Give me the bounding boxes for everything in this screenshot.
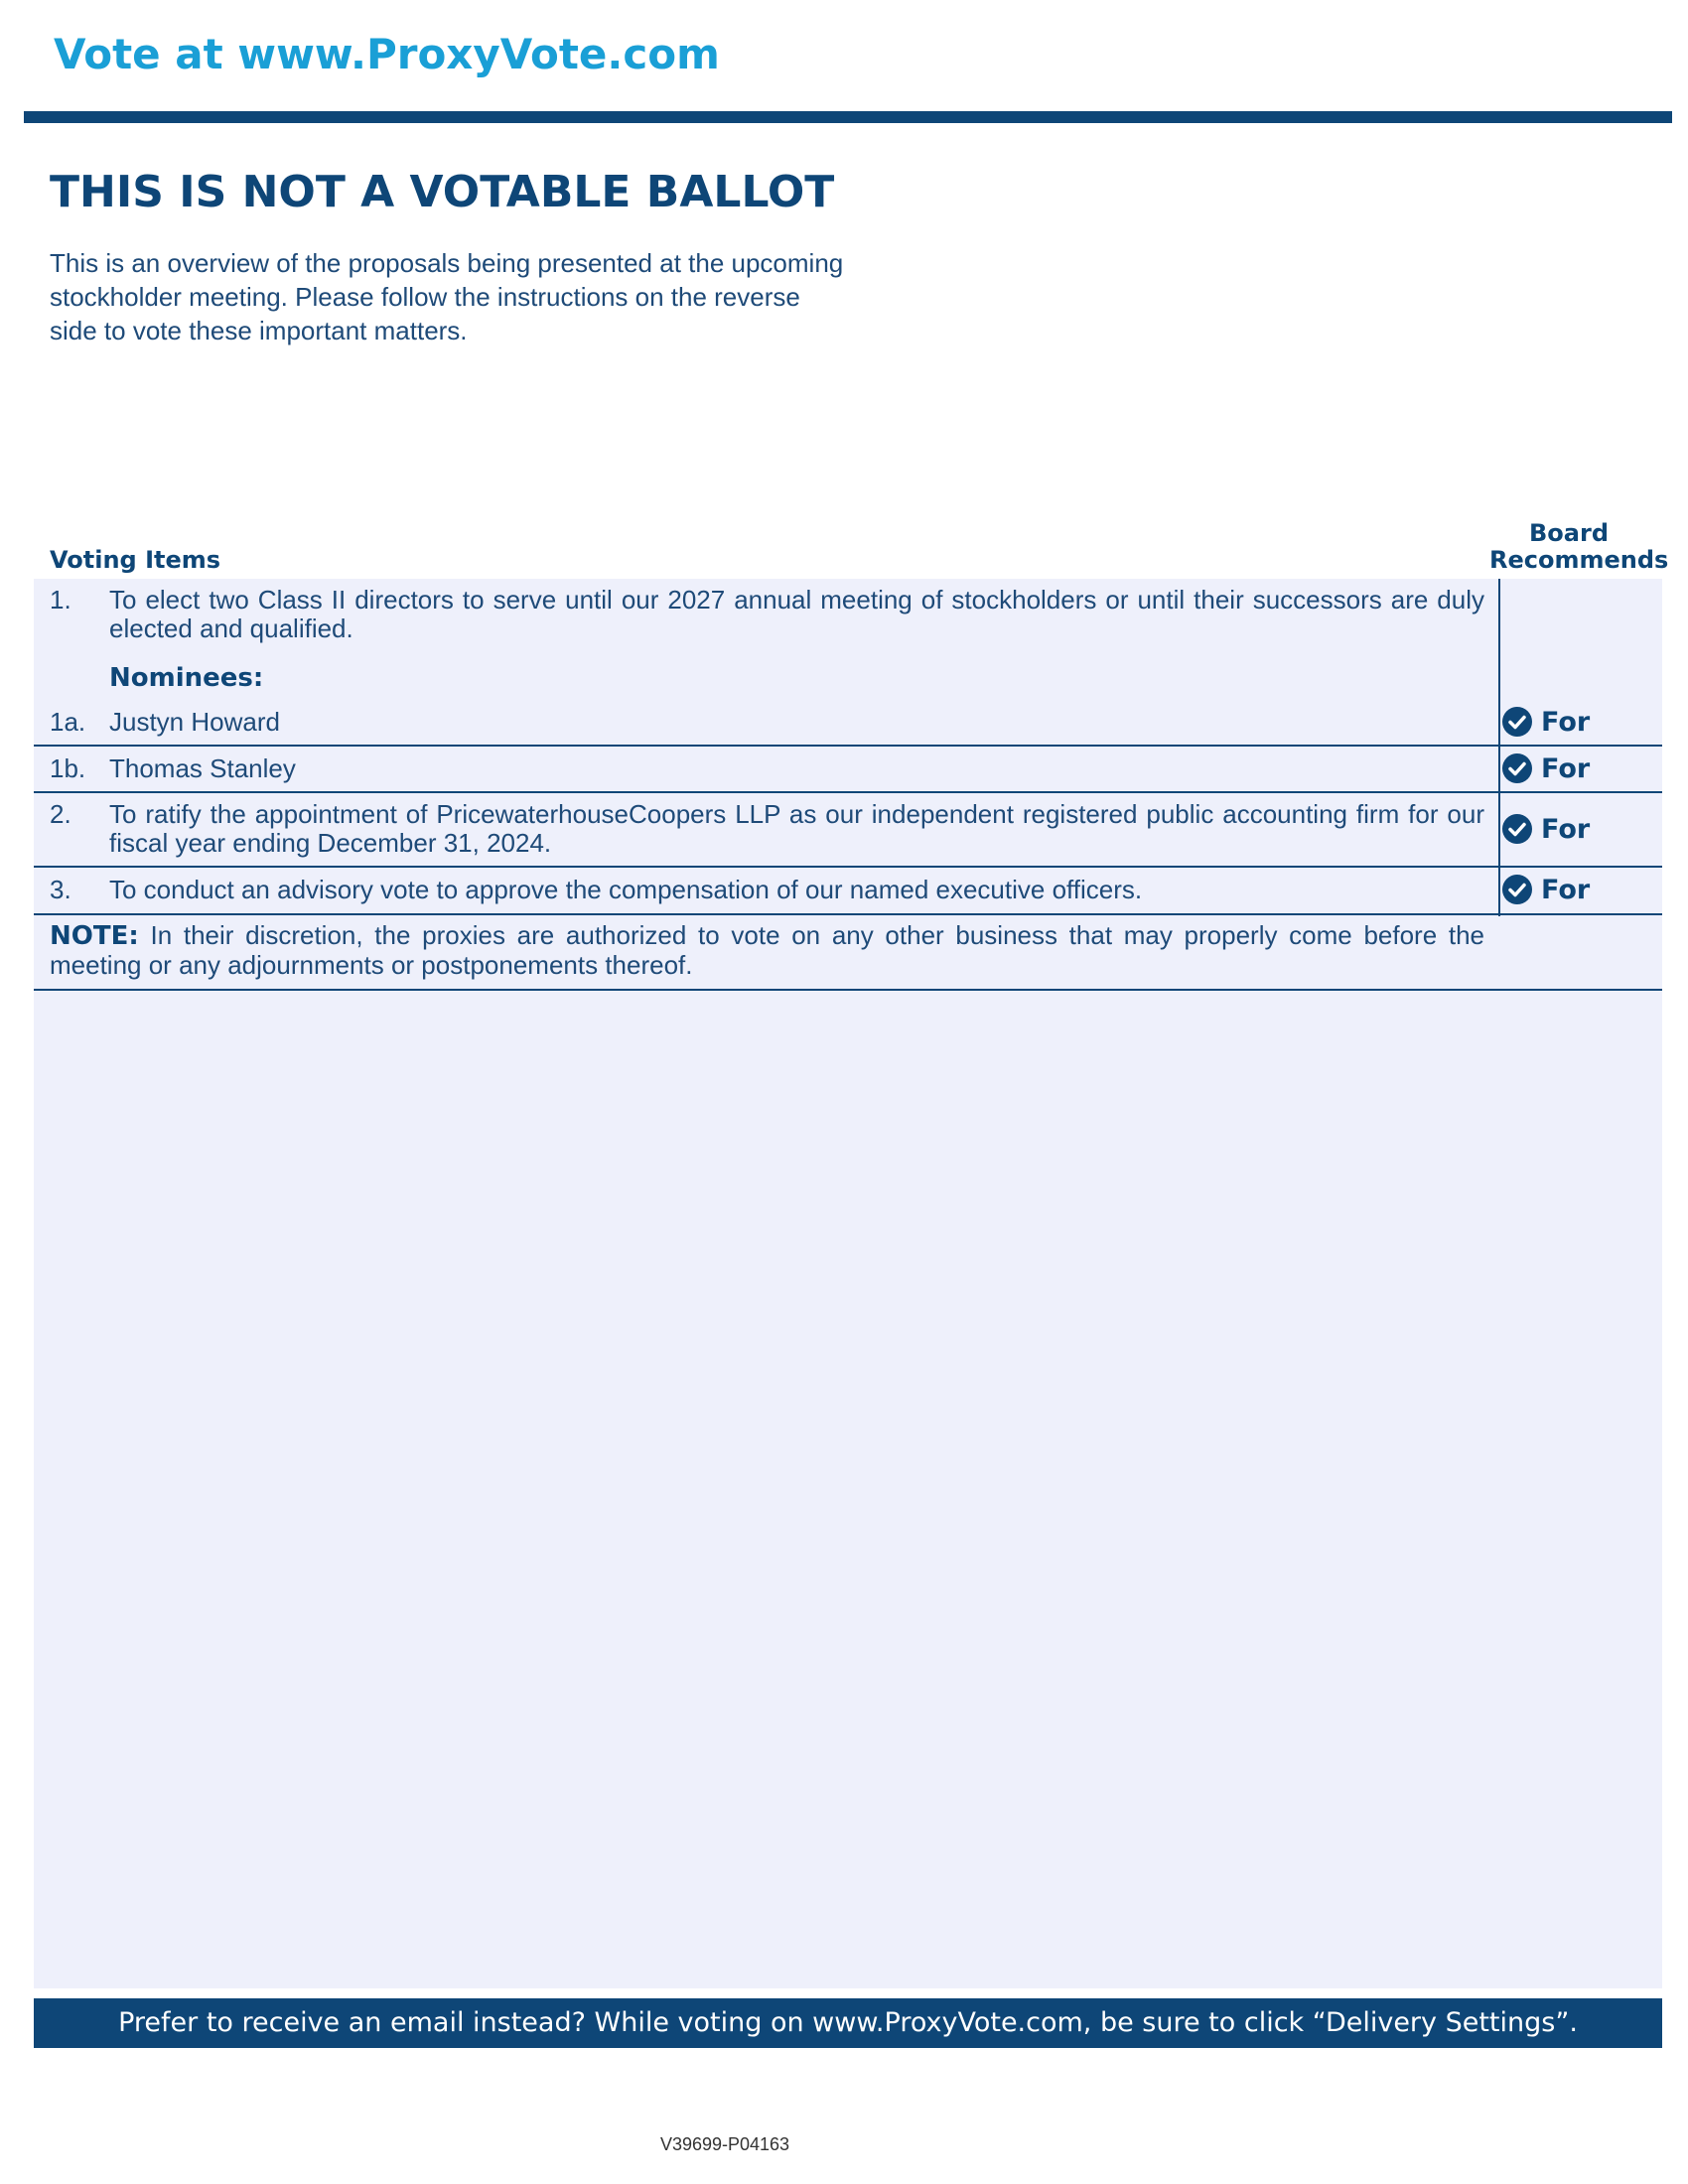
item-number: 1a. bbox=[50, 707, 86, 737]
item-text: To ratify the appointment of PricewaterhouseCoopers LLP as our independent registered public accounting firm for our fiscal year ending December 31, 2024. bbox=[109, 799, 1484, 858]
page-title: THIS IS NOT A VOTABLE BALLOT bbox=[50, 167, 835, 217]
recommendation-1b bbox=[1501, 749, 1590, 788]
voting-item-1 bbox=[50, 586, 1484, 643]
item-text: To conduct an advisory vote to approve the compensation of our named executive officers. bbox=[109, 875, 1143, 904]
note-text bbox=[50, 921, 1484, 980]
check-circle-icon bbox=[1501, 874, 1533, 905]
row-divider bbox=[34, 745, 1662, 747]
document-code: V39699-P04163 bbox=[659, 2134, 790, 2154]
intro-text: This is an overview of the proposals being presented at the upcoming stockholder meeting. Please follow the instructions on the reverse side to vote these important matters. bbox=[50, 248, 844, 345]
item-number: 1. bbox=[50, 585, 71, 614]
board-recommends-header bbox=[1489, 519, 1669, 574]
row-divider bbox=[34, 866, 1662, 868]
recommendation-label: For bbox=[1541, 813, 1591, 845]
item-number: 3. bbox=[50, 875, 71, 904]
recommendation-label: For bbox=[1541, 752, 1591, 784]
voting-item-1a bbox=[50, 708, 1484, 737]
recommendation-3 bbox=[1501, 870, 1590, 909]
item-number: 1b. bbox=[50, 753, 86, 783]
item-number: 2. bbox=[50, 799, 71, 829]
voting-items-panel bbox=[34, 579, 1662, 1988]
header-rule bbox=[24, 111, 1672, 123]
proxyvote-link[interactable]: Vote at www.ProxyVote.com bbox=[54, 30, 720, 78]
note-label: NOTE: bbox=[50, 921, 139, 951]
row-divider bbox=[34, 913, 1662, 915]
item-text: Justyn Howard bbox=[109, 707, 280, 737]
voting-item-3 bbox=[50, 876, 1484, 904]
board-label-line1: Board bbox=[1529, 519, 1609, 547]
note-divider bbox=[34, 989, 1662, 991]
item-text: Thomas Stanley bbox=[109, 753, 296, 783]
note-body: In their discretion, the proxies are authorized to vote on any other business that may properly come before the meeting or any adjournments or postponements thereof. bbox=[50, 920, 1484, 980]
nominees-row bbox=[50, 664, 1484, 693]
check-circle-icon bbox=[1501, 706, 1533, 738]
row-divider bbox=[34, 791, 1662, 793]
voting-item-1b bbox=[50, 754, 1484, 783]
delivery-settings-banner: Prefer to receive an email instead? While voting on www.ProxyVote.com, be sure to click “Delivery Settings”. bbox=[34, 1998, 1662, 2048]
check-circle-icon bbox=[1501, 752, 1533, 784]
check-circle-icon bbox=[1501, 813, 1533, 845]
item-text: To elect two Class II directors to serve until our 2027 annual meeting of stockholders or until their successors are duly elected and qualified. bbox=[109, 585, 1484, 643]
recommendation-label: For bbox=[1541, 874, 1591, 905]
voting-item-2 bbox=[50, 800, 1484, 858]
nominees-label: Nominees: bbox=[109, 663, 264, 693]
recommendation-2 bbox=[1501, 809, 1590, 849]
board-label-line2: Recommends bbox=[1489, 546, 1669, 574]
voting-items-header: Voting Items bbox=[50, 546, 221, 574]
recommendation-label: For bbox=[1541, 706, 1591, 738]
recommendation-1a bbox=[1501, 702, 1590, 742]
